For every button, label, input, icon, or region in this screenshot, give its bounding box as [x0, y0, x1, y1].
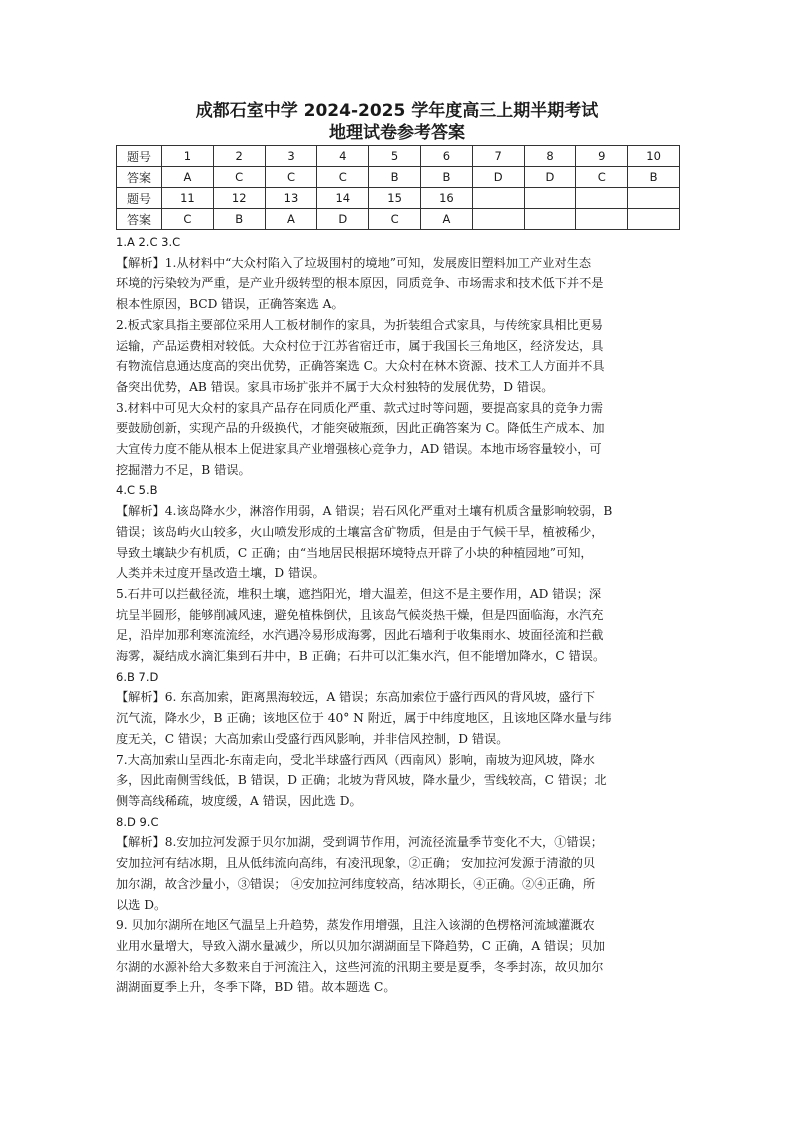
question-number: 2: [213, 146, 265, 167]
answer-row-1: [117, 167, 680, 188]
explanation-line: 导致土壤缺少有机质，C 正确；由“当地居民根据环境特点开辟了小块的种植园地”可知，: [116, 545, 593, 560]
explanation-line: 度无关，C 错误；大高加索山受盛行西风影响，并非信风控制，D 错误。: [116, 731, 509, 746]
explanation-line: 5.石井可以拦截径流，堆积土壤，遮挡阳光，增大温差，但这不是主要作用，AD 错误；深: [116, 586, 602, 601]
explanation-line: 人类并未过度开垦改造土壤，D 错误。: [116, 566, 325, 581]
explanation-line: 错误；该岛屿火山较多，火山喷发形成的土壤富含矿物质，但是由于气候干旱，植被稀少，: [116, 524, 604, 539]
question-number: [628, 188, 680, 209]
answer-summary: 8.D 9.C: [116, 814, 159, 829]
answer-cell: B: [628, 167, 680, 188]
question-row-2: [117, 188, 680, 209]
answer-cell: C: [213, 167, 265, 188]
question-number: 3: [265, 146, 317, 167]
row-label: 题号: [117, 146, 162, 167]
explanation-line: 安加拉河有结冰期，且从低纬流向高纬，有凌汛现象，②正确； 安加拉河发源于清澈的贝: [116, 856, 596, 871]
question-number: 13: [265, 188, 317, 209]
explanation-line: 尔湖的水源补给大多数来自于河流注入，这些河流的汛期主要是夏季，冬季封冻，故贝加尔: [116, 959, 604, 974]
explanation-line: 湖湖面夏季上升，冬季下降，BD 错。故本题选 C。: [116, 980, 396, 995]
question-number: 6: [420, 146, 472, 167]
question-number: 9: [576, 146, 628, 167]
answer-cell: [472, 209, 524, 230]
question-number: [576, 188, 628, 209]
question-number: 11: [162, 188, 214, 209]
answer-cell: D: [472, 167, 524, 188]
row-label: 题号: [117, 188, 162, 209]
page-title: 成都石室中学 2024-2025 学年度高三上期半期考试: [195, 101, 599, 121]
answer-cell: [524, 209, 576, 230]
explanation-line: 运输，产品运费相对较低。大众村位于江苏省宿迁市，属于我国长三角地区，经济发达，具: [116, 338, 604, 353]
explanation-line: 海雾，凝结成水滴汇集到石井中，B 正确；石井可以汇集水汽，但不能增加降水，C 错误。: [116, 649, 606, 664]
row-label: 答案: [117, 167, 162, 188]
explanation-line: 侧等高线稀疏，坡度缓，A 错误，因此选 D。: [116, 793, 362, 808]
answer-cell: B: [213, 209, 265, 230]
explanation-line: 坑呈半圆形，能够削减风速，避免植株倒伏，且该岛气候炎热干燥，但是四面临海，水汽充: [116, 607, 604, 622]
explanation-line: 加尔湖，故含沙量小，③错误； ④安加拉河纬度较高，结冰期长，④正确。②④正确，所: [116, 876, 596, 891]
answer-cell: C: [576, 167, 628, 188]
answer-cell: [628, 209, 680, 230]
question-number: 4: [317, 146, 369, 167]
answer-row-2: [117, 209, 680, 230]
explanation-line: 3.材料中可见大众村的家具产品存在同质化严重、款式过时等问题，要提高家具的竞争力需: [116, 400, 603, 415]
answer-cell: C: [162, 209, 214, 230]
explanation-line: 业用水量增大，导致入湖水量减少，所以贝加尔湖湖面呈下降趋势，C 正确，A 错误；贝加: [116, 938, 605, 953]
answer-cell: D: [524, 167, 576, 188]
answer-cell: C: [317, 167, 369, 188]
explanation-line: 【解析】1.从材料中“大众村陷入了垃圾围村的境地”可知，发展废旧塑料加工产业对生态: [116, 255, 592, 270]
explanation-line: 【解析】6. 东高加索，距离黑海较远，A 错误；东高加索位于盛行西风的背风坡，盛行下: [116, 690, 596, 705]
explanation-line: 【解析】4.该岛降水少，淋溶作用弱，A 错误；岩石风化严重对土壤有机质含量影响较弱，B: [116, 504, 613, 519]
answer-summary: 6.B 7.D: [116, 669, 159, 684]
explanation-line: 【解析】8.安加拉河发源于贝尔加湖，受到调节作用，河流径流量季节变化不大，①错误；: [116, 835, 603, 850]
question-number: 12: [213, 188, 265, 209]
explanation-line: 9. 贝加尔湖所在地区气温呈上升趋势，蒸发作用增强，且注入该湖的色楞格河流域灌溉农: [116, 918, 595, 933]
answer-cell: D: [317, 209, 369, 230]
answer-cell: B: [369, 167, 421, 188]
answer-cell: C: [369, 209, 421, 230]
explanation-line: 环境的污染较为严重，是产业升级转型的根本原因，同质竞争、市场需求和技术低下并不是: [116, 276, 604, 291]
question-number: 1: [162, 146, 214, 167]
explanation-line: 挖掘潜力不足，B 错误。: [116, 462, 251, 477]
answer-cell: A: [265, 209, 317, 230]
question-number: 5: [369, 146, 421, 167]
answer-cell: A: [420, 209, 472, 230]
question-row-1: [117, 146, 680, 167]
question-number: 15: [369, 188, 421, 209]
answer-table: [116, 145, 680, 230]
row-label: 答案: [117, 209, 162, 230]
explanation-line: 大宣传力度不能从根本上促进家具产业增强核心竞争力，AD 错误。本地市场容量较小，可: [116, 442, 602, 457]
explanation-line: 要鼓励创新，实现产品的升级换代，才能突破瓶颈，因此正确答案为 C。降低生产成本、加: [116, 421, 605, 436]
answer-cell: A: [162, 167, 214, 188]
answer-summary: 4.C 5.B: [116, 483, 158, 498]
question-number: 8: [524, 146, 576, 167]
answer-cell: C: [265, 167, 317, 188]
explanation-line: 多，因此南侧雪线低，B 错误，D 正确；北坡为背风坡，降水量少，雪线较高，C 错误；北: [116, 773, 607, 788]
question-number: 10: [628, 146, 680, 167]
question-number: 14: [317, 188, 369, 209]
explanation-line: 有物流信息通达度高的突出优势，正确答案选 C。大众村在林木资源、技术工人方面并不具: [116, 359, 605, 374]
explanation-line: 沉气流，降水少，B 正确；该地区位于 40° N 附近，属于中纬度地区，且该地区降水量与纬: [116, 711, 612, 726]
answer-cell: [576, 209, 628, 230]
explanation-line: 足，沿岸加那利寒流流经，水汽遇冷易形成海雾，因此石墙利于收集雨水、坡面径流和拦截: [116, 628, 604, 643]
explanation-body: [116, 232, 684, 998]
explanation-line: 7.大高加索山呈西北-东南走向，受北半球盛行西风（西南风）影响，南坡为迎风坡，降水: [116, 752, 595, 767]
page-subtitle: 地理试卷参考答案: [329, 123, 465, 143]
explanation-line: 根本性原因，BCD 错误，正确答案选 A。: [116, 297, 344, 312]
question-number: [472, 188, 524, 209]
explanation-line: 以选 D。: [116, 897, 167, 912]
explanation-line: 2.板式家具指主要部位采用人工板材制作的家具，为折装组合式家具，与传统家具相比更易: [116, 317, 603, 332]
question-number: 16: [420, 188, 472, 209]
answer-summary: 1.A 2.C 3.C: [116, 235, 181, 249]
question-number: 7: [472, 146, 524, 167]
question-number: [524, 188, 576, 209]
explanation-line: 备突出优势，AB 错误。家具市场扩张并不属于大众村独特的发展优势，D 错误。: [116, 379, 554, 394]
answer-cell: B: [420, 167, 472, 188]
